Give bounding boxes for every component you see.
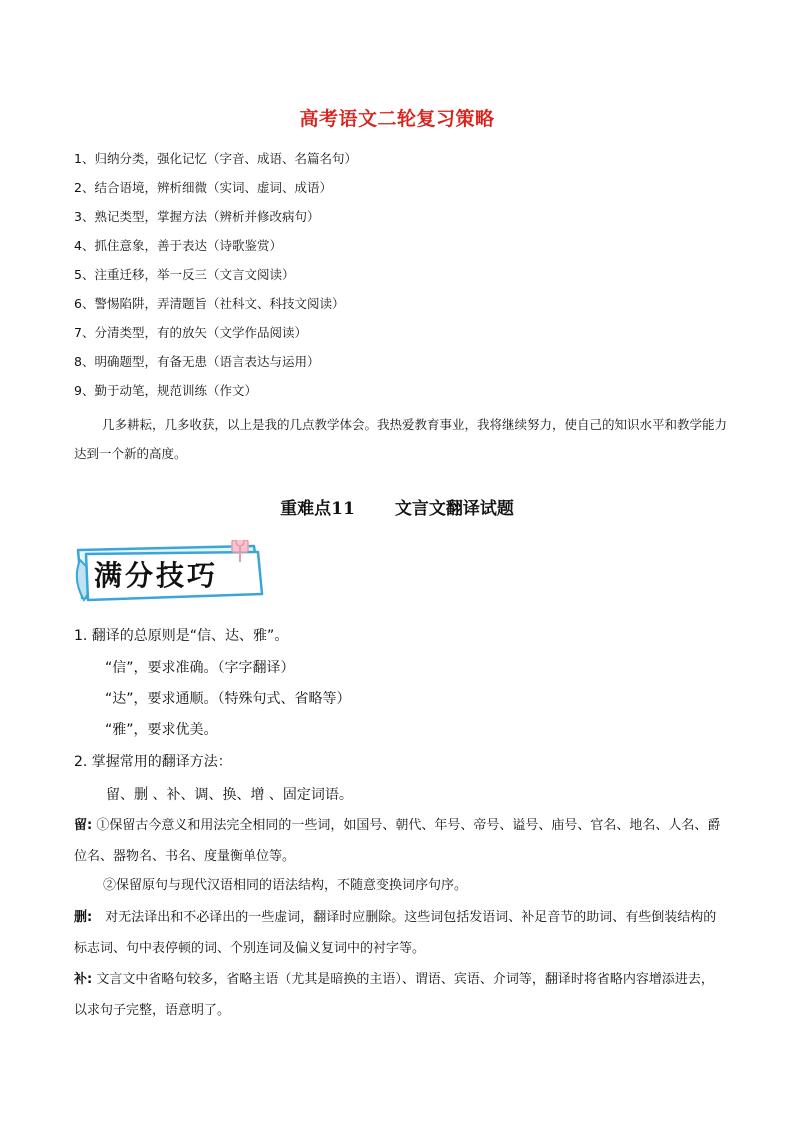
principle-xin: “信”，要求准确。（字字翻译） — [105, 660, 295, 676]
strategy-list — [74, 149, 734, 410]
method-shan — [74, 902, 724, 964]
method-liu-sub: ②保留原句与现代汉语相同的语法结构，不随意变换词序句序。 — [103, 878, 468, 893]
list-item: 5、注重迁移，举一反三（文言文阅读） — [74, 267, 295, 282]
list-item: 9、勤于动笔，规范训练（作文） — [74, 383, 257, 398]
section-heading — [0, 494, 794, 519]
list-item: 7、分清类型，有的放矢（文学作品阅读） — [74, 325, 307, 340]
methods-heading: 2. 掌握常用的翻译方法： — [74, 754, 232, 770]
section-number: 重难点11 — [280, 499, 355, 519]
list-item: 3、熟记类型，掌握方法（辨析并修改病句） — [74, 209, 320, 224]
list-item: 6、警惕陷阱，弄清题旨（社科文、科技文阅读） — [74, 296, 345, 311]
methods-list: 留、删 、补、调、换、增 、固定词语。 — [106, 787, 353, 803]
principle-ya: “雅”，要求优美。 — [105, 722, 218, 738]
section-name: 文言文翻译试题 — [394, 499, 514, 519]
method-bu — [74, 964, 724, 1026]
banner-label: 满分技巧 — [94, 559, 219, 592]
method-key: 补: — [74, 972, 93, 987]
list-item: 2、结合语境，辨析细微（实词、虚词、成语） — [74, 180, 332, 195]
method-text: ①保留古今意义和用法完全相同的一些词，如国号、朝代、年号、帝号、谥号、庙号、官名、地名、人名、爵位名、器物名、书名、度量衡单位等。 — [74, 818, 721, 864]
translation-principle: 1. 翻译的总原则是“信、达、雅”。 — [74, 628, 289, 644]
method-key: 留: — [74, 818, 93, 833]
banner — [72, 540, 268, 608]
method-text: 文言文中省略句较多，省略主语（尤其是暗换的主语）、谓语、宾语、介词等，翻译时将省略内容增添进去，以求句子完整，语意明了。 — [74, 972, 714, 1018]
list-item: 8、明确题型，有备无患（语言表达与运用） — [74, 354, 320, 369]
closing-paragraph: 几多耕耘，几多收获，以上是我的几点教学体会。我热爱教育事业，我将继续努力，使自己的知识水平和教学能力达到一个新的高度。 — [74, 417, 728, 461]
method-text: 对无法译出和不必译出的一些虚词，翻译时应删除。这些词包括发语词、补足音节的助词、有些倒装结构的标志词、句中表停顿的词、个别连词及偏义复词中的衬字等。 — [74, 910, 717, 956]
list-item: 4、抓住意象，善于表达（诗歌鉴赏） — [74, 238, 282, 253]
principle-da: “达”，要求通顺。（特殊句式、省略等） — [105, 691, 351, 707]
list-item: 1、归纳分类，强化记忆（字音、成语、名篇名句） — [74, 151, 357, 166]
page-title: 高考语文二轮复习策略 — [299, 108, 495, 130]
method-key: 删: — [74, 910, 93, 925]
method-liu — [74, 810, 724, 872]
